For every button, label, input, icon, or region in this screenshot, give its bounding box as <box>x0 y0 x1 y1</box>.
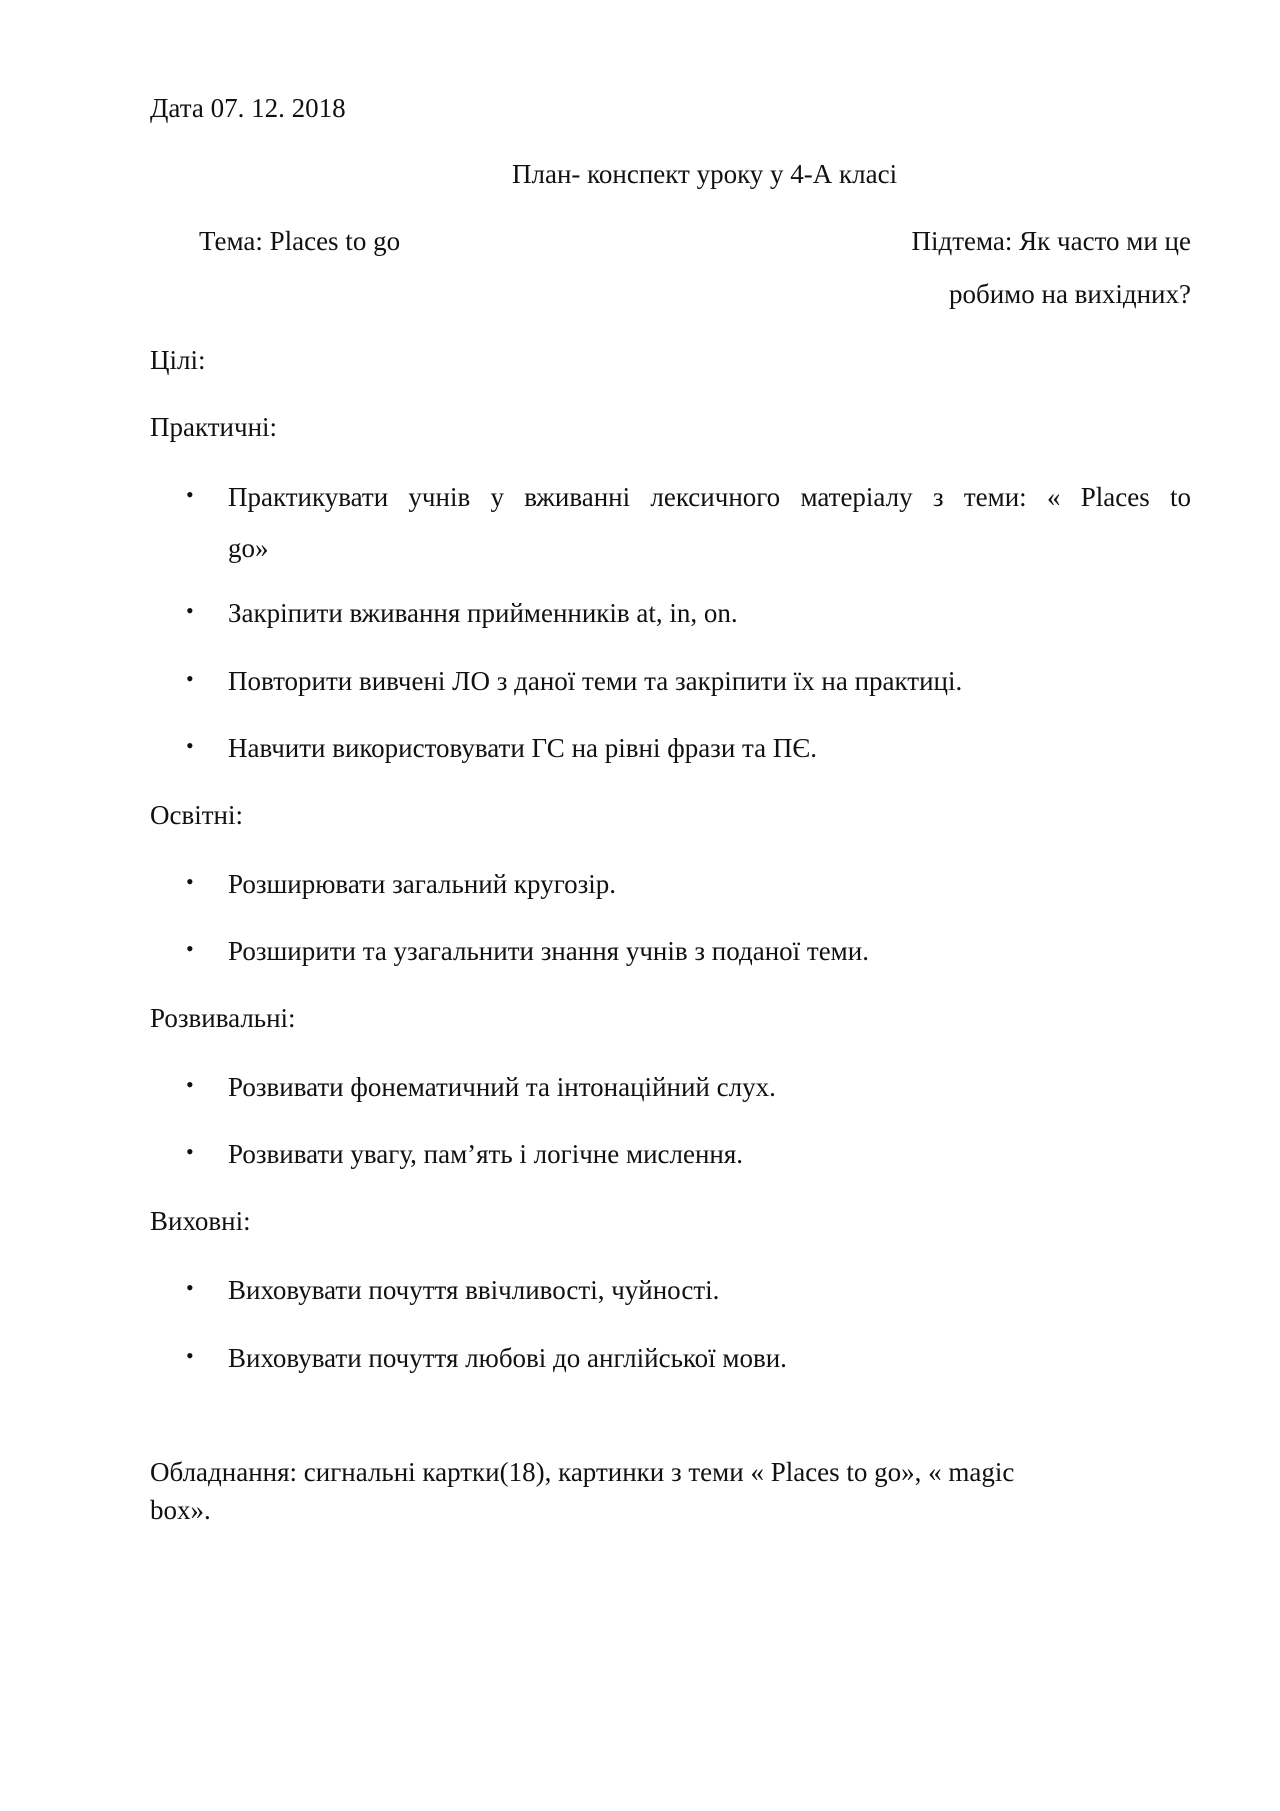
upbringing-heading: Виховні: <box>150 1206 251 1236</box>
date-line: Дата 07. 12. 2018 <box>150 93 346 123</box>
list-item-text: Розширити та узагальнити знання учнів з поданої теми. <box>228 936 869 966</box>
list-item-text: Розширювати загальний кругозір. <box>228 869 617 899</box>
bullet-icon: • <box>186 733 194 758</box>
list-item-text: Виховувати почуття ввічливості, чуйності. <box>228 1275 720 1305</box>
equipment-line-1: Обладнання: сигнальні картки(18), картинки з теми « Places to go», « magic <box>150 1457 1015 1487</box>
bullet-icon: • <box>186 482 194 507</box>
bullet-icon: • <box>186 1275 194 1300</box>
bullet-icon: • <box>186 936 194 961</box>
goals-heading: Цілі: <box>150 345 206 375</box>
bullet-icon: • <box>186 1343 194 1368</box>
bullet-icon: • <box>186 1139 194 1164</box>
list-item-text: Практикувати учнів у вживанні лексичного матеріалу з теми: « Places to <box>228 482 1191 512</box>
educational-heading: Освітні: <box>150 800 243 830</box>
list-item-text: Розвивати фонематичний та інтонаційний слух. <box>228 1072 776 1102</box>
list-item-text: Виховувати почуття любові до англійської мови. <box>228 1343 787 1373</box>
equipment-line-2: box». <box>150 1495 211 1525</box>
list-item-text: Закріпити вживання прийменників at, in, on. <box>228 598 738 628</box>
subtopic-line-1: Підтема: Як часто ми це <box>911 226 1191 256</box>
bullet-icon: • <box>186 1072 194 1097</box>
list-item-text: Навчити використовувати ГС на рівні фрази та ПЄ. <box>228 733 817 763</box>
list-item-text: Повторити вивчені ЛО з даної теми та закріпити їх на практиці. <box>228 666 963 696</box>
bullet-icon: • <box>186 869 194 894</box>
bullet-icon: • <box>186 666 194 691</box>
list-item-text: Розвивати увагу, пам’ять і логічне мислення. <box>228 1139 744 1169</box>
developmental-heading: Розвивальні: <box>150 1003 296 1033</box>
bullet-icon: • <box>186 598 194 623</box>
topic-line: Тема: Places to go <box>199 226 401 256</box>
practical-heading: Практичні: <box>150 412 278 442</box>
list-item-text: go» <box>228 533 269 563</box>
subtopic-line-2: робимо на вихідних? <box>948 279 1191 309</box>
page-title: План- конспект уроку у 4-А класі <box>512 159 898 189</box>
